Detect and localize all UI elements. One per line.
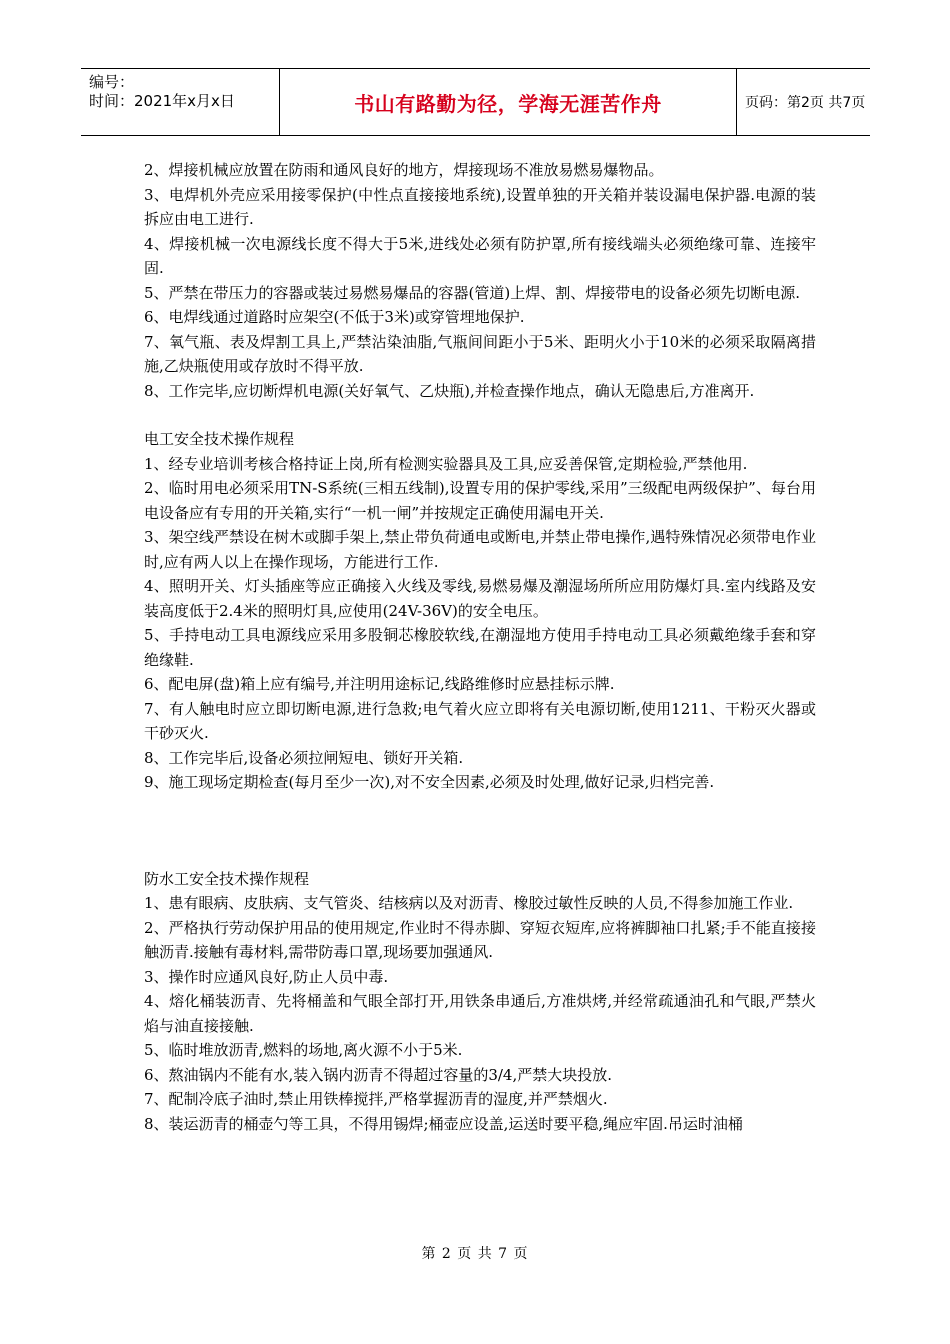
waterproof-item: 1、患有眼病、皮肤病、支气管炎、结核病以及对沥青、橡胶过敏性反映的人员,不得参加施工作业. [144,894,794,912]
electrician-section [144,427,816,795]
electrician-item: 7、有人触电时应立即切断电源,进行急救;电气着火应立即将有关电源切断,使用1211、干粉灭火器或干砂灭火. [144,699,816,742]
welding-item: 2、焊接机械应放置在防雨和通风良好的地方，焊接现场不准放易燃易爆物品。 [144,161,664,179]
welding-item: 6、电焊线通过道路时应架空(不低于3米)或穿管埋地保护. [144,308,525,326]
waterproof-item: 3、操作时应通风良好,防止人员中毒. [144,967,389,986]
waterproof-section [144,867,816,1137]
waterproof-item: 5、临时堆放沥青,燃料的场地,离火源不小于5米. [144,1041,463,1059]
waterproof-item: 4、熔化桶装沥青、先将桶盖和气眼全部打开,用铁条串通后,方准烘烤,并经常疏通油孔和气眼,严禁火焰与油直接接触. [144,992,816,1035]
welding-item: 8、工作完毕,应切断焊机电源(关好氧气、乙炔瓶),并检查操作地点，确认无隐患后,方准离开. [144,381,755,400]
section-spacer [144,403,816,427]
electrician-item: 8、工作完毕后,设备必须拉闸短电、锁好开关箱. [144,748,464,767]
electrician-item: 1、经专业培训考核合格持证上岗,所有检测实验器具及工具,应妥善保管,定期检验,严禁他用. [144,454,748,473]
document-time-label: 时间：2021年x月x日 [89,92,235,110]
welding-item: 5、严禁在带压力的容器或装过易燃易爆品的容器(管道)上焊、割、焊接带电的设备必须先切断电源. [144,283,801,302]
header-motto-cell [280,69,737,135]
waterproof-item: 2、严格执行劳动保护用品的使用规定,作业时不得赤脚、穿短衣短库,应将裤脚袖口扎紧;手不能直接接触沥青.接触有毒材料,需带防毒口罩,现场要加强通风. [144,918,816,961]
header-page-code: 页码：第2页 共7页 [745,95,866,111]
header-motto: 书山有路勤为径，学海无涯苦作舟 [354,91,662,116]
welding-item: 3、电焊机外壳应采用接零保护(中性点直接接地系统),设置单独的开关箱并装设漏电保护器.电源的装拆应由电工进行. [144,185,816,228]
page-header [81,68,870,136]
electrician-item: 5、手持电动工具电源线应采用多股铜芯橡胶软线,在潮湿地方使用手持电动工具必须戴绝缘手套和穿绝缘鞋. [144,626,816,669]
electrician-section-title: 电工安全技术操作规程 [144,430,295,448]
document-number-label: 编号： [89,73,135,91]
document-body [144,158,816,1136]
waterproof-item: 8、装运沥青的桶壶勺等工具，不得用锡焊;桶壶应设盖,运送时要平稳,绳应牢固.吊运时油桶 [144,1114,743,1133]
electrician-item: 9、施工现场定期检查(每月至少一次),对不安全因素,必须及时处理,做好记录,归档完善. [144,773,715,791]
waterproof-section-title: 防水工安全技术操作规程 [144,869,310,888]
page-footer: 第 2 页 共 7 页 [421,1246,529,1262]
waterproof-item: 6、熬油锅内不能有水,装入锅内沥青不得超过容量的3/4,严禁大块投放. [144,1065,612,1084]
electrician-item: 6、配电屏(盘)箱上应有编号,并注明用途标记,线路维修时应悬挂标示牌. [144,675,615,693]
welding-item: 7、氧气瓶、表及焊割工具上,严禁沾染油脂,气瓶间间距小于5米、距明火小于10米的必须采取隔离措施,乙炔瓶使用或存放时不得平放. [144,332,816,375]
welding-section [144,158,816,403]
electrician-item: 3、架空线严禁设在树木或脚手架上,禁止带负荷通电或断电,并禁止带电操作,遇特殊情况必须带电作业时,应有两人以上在操作现场，方能进行工作. [144,528,816,571]
electrician-item: 4、照明开关、灯头插座等应正确接入火线及零线,易燃易爆及潮湿场所所应用防爆灯具.室内线路及安装高度低于2.4米的照明灯具,应使用(24V-36V)的安全电压。 [144,577,816,620]
waterproof-item: 7、配制冷底子油时,禁止用铁棒搅拌,严格掌握沥青的湿度,并严禁烟火. [144,1090,608,1108]
header-meta [81,69,280,135]
electrician-item: 2、临时用电必须采用TN-S系统(三相五线制),设置专用的保护零线,采用”三级配电两级保护”、每台用电设备应有专用的开关箱,实行“一机一闸”并按规定正确使用漏电开关. [144,479,816,522]
section-spacer [144,795,816,867]
welding-item: 4、焊接机械一次电源线长度不得大于5米,进线处必须有防护罩,所有接线端头必须绝缘可靠、连接牢固. [144,234,816,277]
